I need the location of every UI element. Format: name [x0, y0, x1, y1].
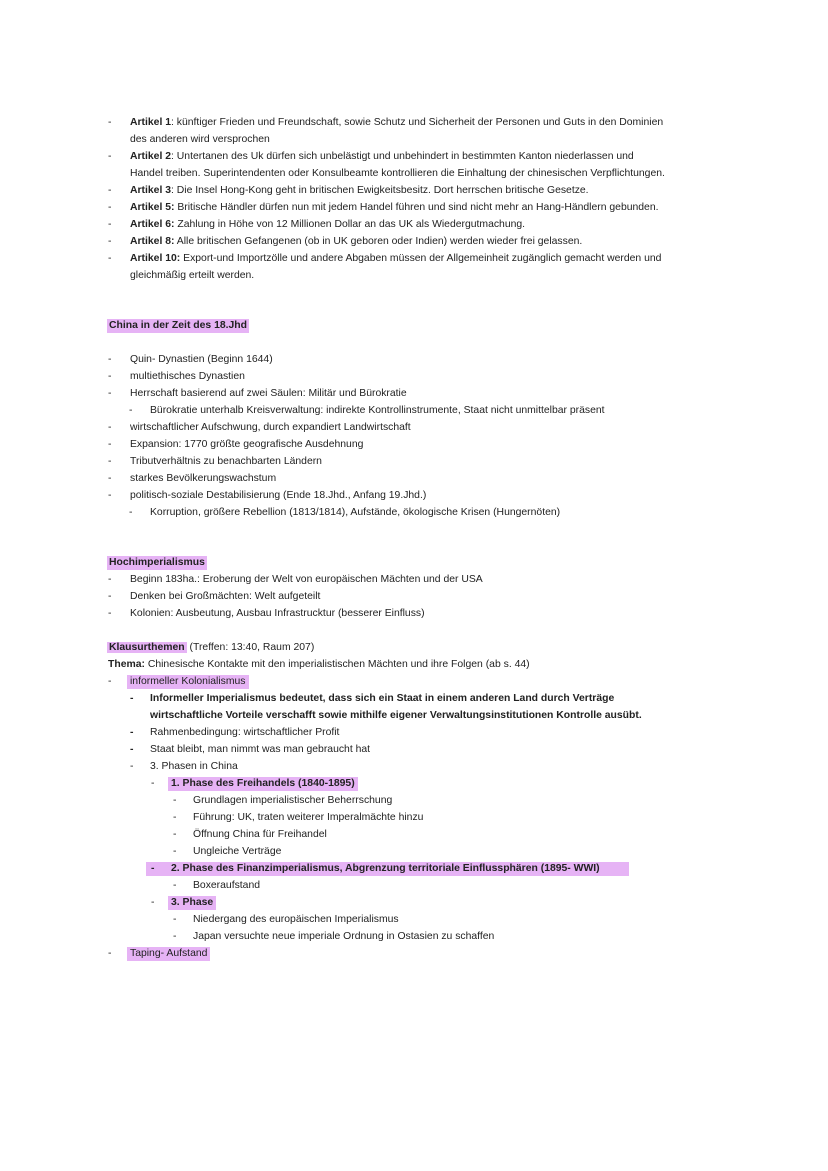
- bullet-dash: -: [151, 897, 155, 908]
- article-10: Artikel 10: Export-und Importzölle und andere Abgaben müssen der Allgemeinheit zugänglich gemacht werden und: [130, 253, 662, 264]
- bullet-dash: -: [173, 829, 177, 840]
- article-1: Artikel 1: künftiger Frieden und Freundschaft, sowie Schutz und Sicherheit der Personen und Guts in den Dominien: [130, 117, 664, 128]
- bullet-dash: -: [108, 151, 112, 162]
- list-item: Niedergang des europäischen Imperialismus: [193, 914, 399, 925]
- list-item: Öffnung China für Freihandel: [193, 829, 327, 840]
- bullet-dash: -: [108, 608, 112, 619]
- bullet-dash: -: [108, 236, 112, 247]
- bullet-dash: -: [108, 388, 112, 399]
- rahmenbedingung: Rahmenbedingung: wirtschaftlicher Profit: [150, 727, 340, 738]
- section-heading-hochimperialismus: Hochimperialismus: [109, 557, 205, 568]
- bullet-dash: -: [108, 422, 112, 433]
- list-item: Bürokratie unterhalb Kreisverwaltung: indirekte Kontrollinstrumente, Staat nicht unmittelbar präsent: [150, 405, 605, 416]
- bullet-dash: -: [173, 846, 177, 857]
- article-2-cont: Handel treiben. Superintendenten oder Konsulbeamte kontrollieren die Einhaltung der chinesischen Verpflichtungen.: [130, 168, 665, 179]
- bullet-dash: -: [108, 574, 112, 585]
- article-1-cont: des anderen wird versprochen: [130, 134, 270, 145]
- topic-informeller-kolonialismus: informeller Kolonialismus: [127, 675, 249, 689]
- definition-line-1: Informeller Imperialismus bedeutet, dass sich ein Staat in einem anderen Land durch Verträge: [150, 693, 615, 704]
- article-8: Artikel 8: Alle britischen Gefangenen (ob in UK geboren oder Indien) werden wieder frei gelassen.: [130, 236, 583, 247]
- bullet-dash: -: [108, 371, 112, 382]
- definition-line-2: wirtschaftliche Vorteile verschafft sowie mithilfe eigener Verwaltungsinstitutionen Kontrolle ausübt.: [150, 710, 642, 721]
- phase-3-heading: 3. Phase: [168, 896, 216, 910]
- list-item: politisch-soziale Destabilisierung (Ende 18.Jhd., Anfang 19.Jhd.): [130, 490, 427, 501]
- article-6: Artikel 6: Zahlung in Höhe von 12 Millionen Dollar an das UK als Wiedergutmachung.: [130, 219, 526, 230]
- phase-2-heading: 2. Phase des Finanzimperialismus, Abgrenzung territoriale Einflussphären (1895- WWI): [171, 863, 600, 874]
- list-item: Grundlagen imperialistischer Beherrschung: [193, 795, 393, 806]
- bullet-dash: -: [108, 185, 112, 196]
- bullet-dash: -: [129, 405, 133, 416]
- bullet-dash: -: [130, 727, 134, 738]
- list-item: Denken bei Großmächten: Welt aufgeteilt: [130, 591, 321, 602]
- bullet-dash: -: [108, 219, 112, 230]
- article-3: Artikel 3: Die Insel Hong-Kong geht in britischen Ewigkeitsbesitz. Dort herrschen britische Gesetze.: [130, 185, 589, 196]
- bullet-dash: -: [108, 490, 112, 501]
- list-item: starkes Bevölkerungswachstum: [130, 473, 277, 484]
- bullet-dash: -: [173, 931, 177, 942]
- bullet-dash: -: [129, 507, 133, 518]
- section-heading-china: China in der Zeit des 18.Jhd: [109, 320, 247, 331]
- bullet-dash: -: [151, 778, 155, 789]
- list-item: Expansion: 1770 größte geografische Ausdehnung: [130, 439, 364, 450]
- article-10-cont: gleichmäßig erteilt werden.: [130, 270, 255, 281]
- list-item: Korruption, größere Rebellion (1813/1814), Aufstände, ökologische Krisen (Hungernöten): [150, 507, 561, 518]
- bullet-dash: -: [108, 591, 112, 602]
- bullet-dash: -: [108, 473, 112, 484]
- bullet-dash: -: [173, 795, 177, 806]
- bullet-dash: -: [108, 676, 112, 687]
- bullet-dash: -: [130, 761, 134, 772]
- list-item: Staat bleibt, man nimmt was man gebraucht hat: [150, 744, 371, 755]
- bullet-dash: -: [151, 863, 155, 874]
- article-2: Artikel 2: Untertanen des Uk dürfen sich unbelästigt und unbehindert in bestimmten Kanton niederlassen und: [130, 151, 634, 162]
- klausur-heading-line: [107, 641, 314, 655]
- bullet-dash: -: [173, 880, 177, 891]
- bullet-dash: -: [130, 693, 134, 704]
- phase-1-heading: 1. Phase des Freihandels (1840-1895): [168, 777, 358, 791]
- bullet-dash: -: [108, 456, 112, 467]
- topic-taiping-aufstand: Taping- Aufstand: [127, 947, 210, 961]
- list-item: 3. Phasen in China: [150, 761, 238, 772]
- list-item: Tributverhältnis zu benachbarten Ländern: [130, 456, 322, 467]
- bullet-dash: -: [108, 354, 112, 365]
- list-item: Ungleiche Verträge: [193, 846, 282, 857]
- list-item: Kolonien: Ausbeutung, Ausbau Infrastrucktur (besserer Einfluss): [130, 608, 425, 619]
- list-item: wirtschaftlicher Aufschwung, durch expandiert Landwirtschaft: [130, 422, 411, 433]
- list-item: Führung: UK, traten weiterer Imperalmächte hinzu: [193, 812, 424, 823]
- list-item: Quin- Dynastien (Beginn 1644): [130, 354, 273, 365]
- list-item: Boxeraufstand: [193, 880, 261, 891]
- meeting-info: (Treffen: 13:40, Raum 207): [186, 642, 315, 653]
- bullet-dash: -: [173, 914, 177, 925]
- bullet-dash: -: [108, 253, 112, 264]
- bullet-dash: -: [108, 948, 112, 959]
- list-item: Beginn 183ha.: Eroberung der Welt von europäischen Mächten und der USA: [130, 574, 483, 585]
- bullet-dash: -: [108, 439, 112, 450]
- bullet-dash: -: [108, 117, 112, 128]
- section-heading-klausurthemen: Klausurthemen: [109, 642, 185, 653]
- list-item: Japan versuchte neue imperiale Ordnung in Ostasien zu schaffen: [193, 931, 495, 942]
- article-5: Artikel 5: Britische Händler dürfen nun mit jedem Handel führen und sind nicht mehr an Hang-Händlern gebunden.: [130, 202, 659, 213]
- list-item: multiethisches Dynastien: [130, 371, 245, 382]
- bullet-dash: -: [108, 202, 112, 213]
- list-item: Herrschaft basierend auf zwei Säulen: Militär und Bürokratie: [130, 388, 407, 399]
- bullet-dash: -: [130, 744, 134, 755]
- thema-line: Thema: Chinesische Kontakte mit den imperialistischen Mächten und ihre Folgen (ab s. 44): [108, 659, 530, 670]
- bullet-dash: -: [173, 812, 177, 823]
